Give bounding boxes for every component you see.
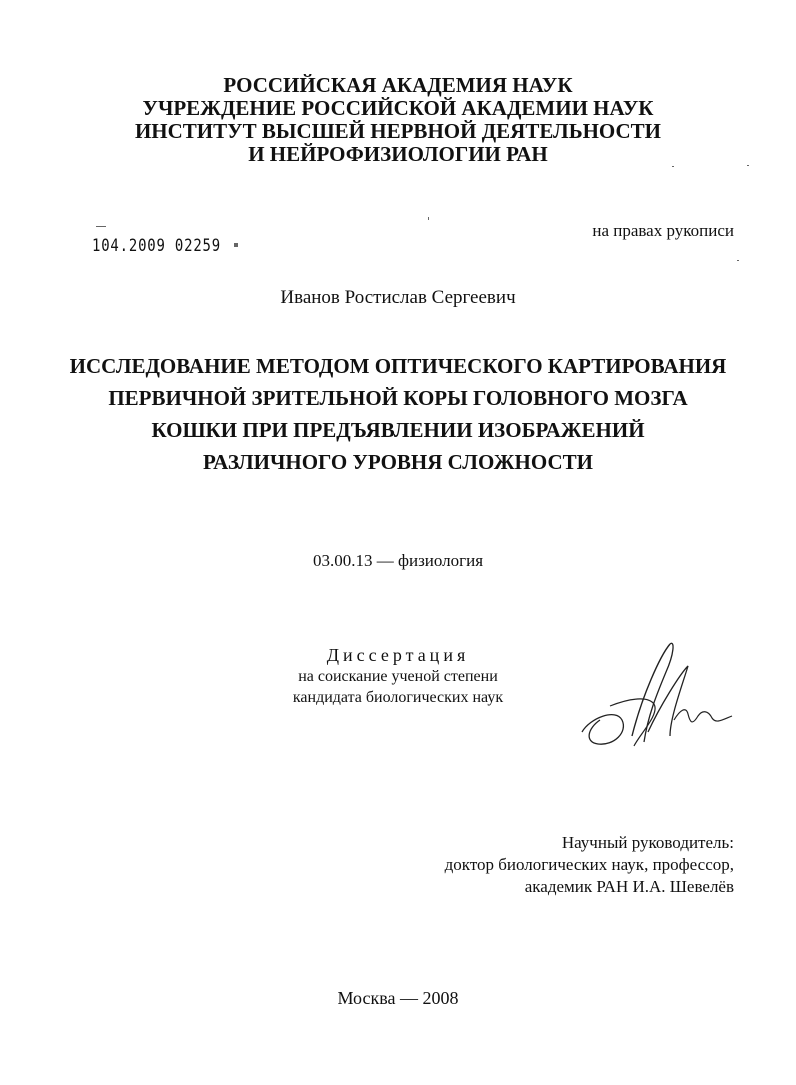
city-year: Москва — 2008	[337, 988, 459, 1008]
scan-speck	[737, 260, 739, 261]
scan-speck	[96, 226, 106, 227]
institution-header	[0, 74, 796, 166]
title-line-2: ПЕРВИЧНОЙ ЗРИТЕЛЬНОЙ КОРЫ ГОЛОВНОГО МОЗГА	[108, 386, 688, 410]
scan-speck	[672, 166, 674, 167]
institution-line-2: УЧРЕЖДЕНИЕ РОССИЙСКОЙ АКАДЕМИИ НАУК	[142, 96, 654, 120]
handwritten-signature	[570, 636, 740, 756]
scientific-advisor	[445, 832, 734, 898]
institution-line-3: ИНСТИТУТ ВЫСШЕЙ НЕРВНОЙ ДЕЯТЕЛЬНОСТИ	[134, 119, 662, 143]
rights-note: на правах рукописи	[592, 221, 734, 240]
scan-speck	[747, 165, 749, 166]
advisor-line-3: академик РАН И.А. Шевелёв	[524, 877, 734, 896]
specialty-code: 03.00.13 — физиология	[312, 551, 484, 570]
scan-speck	[428, 217, 429, 220]
degree-line-2: кандидата биологических наук	[292, 689, 504, 706]
archive-number: 104.2009 02259	[92, 236, 221, 256]
advisor-line-1: Научный руководитель:	[561, 833, 734, 852]
author-name: Иванов Ростислав Сергеевич	[280, 287, 516, 308]
scan-speck	[234, 243, 238, 247]
institution-line-1: РОССИЙСКАЯ АКАДЕМИЯ НАУК	[223, 73, 573, 97]
advisor-line-2: доктор биологических наук, профессор,	[444, 855, 734, 874]
title-line-1: ИССЛЕДОВАНИЕ МЕТОДОМ ОПТИЧЕСКОГО КАРТИРОВАНИЯ	[69, 354, 727, 378]
institution-line-4: И НЕЙРОФИЗИОЛОГИИ РАН	[248, 142, 548, 166]
title-line-3: КОШКИ ПРИ ПРЕДЪЯВЛЕНИИ ИЗОБРАЖЕНИЙ	[151, 418, 645, 442]
dissertation-heading: Диссертация	[326, 645, 470, 665]
title-line-4: РАЗЛИЧНОГО УРОВНЯ СЛОЖНОСТИ	[203, 450, 593, 474]
dissertation-title	[0, 350, 796, 478]
degree-line-1: на соискание ученой степени	[298, 668, 498, 685]
